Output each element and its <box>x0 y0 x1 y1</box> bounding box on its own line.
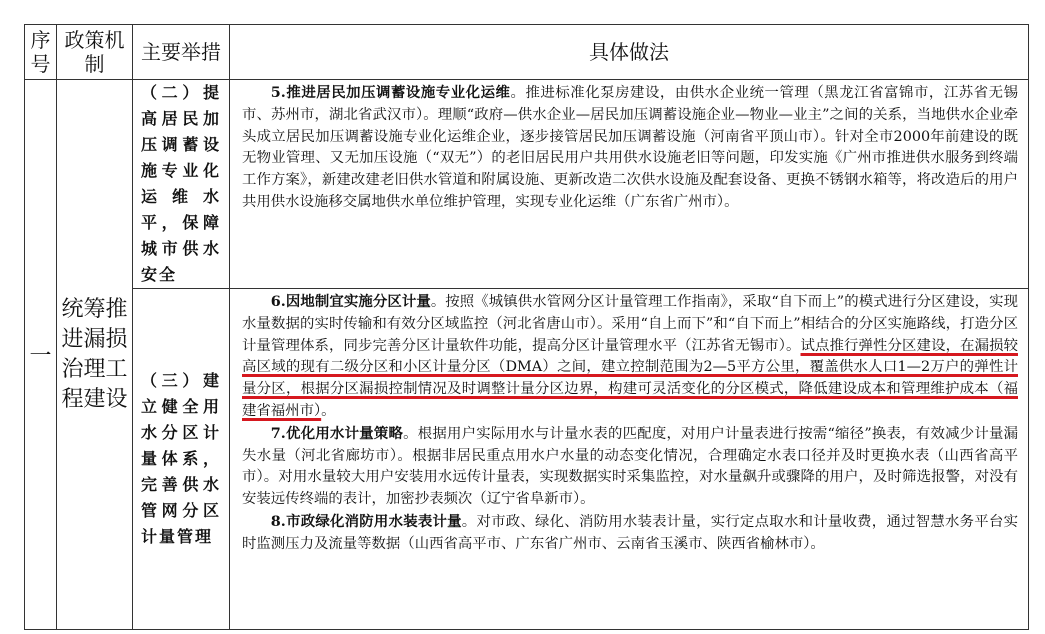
item-6-body: 。按照《城镇供水管网分区计量管理工作指南》，采取“自下而上”的模式进行分区建设，实现水量数据的实时传输和有效分区域监控（河北省唐山市）。采用“自上而下”和“自下而上”相结合的分区实施路线，打造分区计量管理体系，同步完善分区计量软件功能，提高分区计量管理水平（江苏省无锡市）。 <box>242 294 1018 354</box>
table-row <box>25 80 1029 289</box>
row-index: 一 <box>25 80 57 630</box>
item-7 <box>242 423 1018 511</box>
header-policy: 政策机制 <box>57 25 133 80</box>
header-index: 序号 <box>25 25 57 80</box>
item-6-title: 6.因地制宜实施分区计量 <box>270 293 431 310</box>
measure-2-detail <box>230 80 1029 289</box>
item-6-highlight: 试点推行弹性分区建设，在漏损较高区域的现有二级分区和小区计量分区（DMA）之间，建立控制范围为2—5平方公里，覆盖供水人口1—2万户的弹性计量分区，根据分区漏损控制情况及时调整计量分区边界，构建可灵活变化的分区模式，降低建设成本和管理维护成本（福建省福州市） <box>242 337 1018 419</box>
measure-3-label: （三）建立健全用水分区计量体系，完善供水管网分区计量管理 <box>133 289 230 630</box>
item-6: 6.因地制宜实施分区计量。按照《城镇供水管网分区计量管理工作指南》，采取“自下而上”的模式进行分区建设，实现水量数据的实时传输和有效分区域监控（河北省唐山市）。采用“自上而下”和“自下而上”相结合的分区实施路线，打造分区计量管理体系，同步完善分区计量软件功能，提高分区计量管理水平（江苏省无锡市）。试点推行弹性分区建设，在漏损较高区域的现有二级分区和小区计量分区（DMA）之间，建立控制范围为2—5平方公里，覆盖供水人口1—2万户的弹性计量分区，根据分区漏损控制情况及时调整计量分区边界，构建可灵活变化的分区模式，降低建设成本和管理维护成本（福建省福州市）。 <box>242 293 1018 419</box>
header-measure: 主要举措 <box>133 25 230 80</box>
measure-3-detail <box>230 289 1029 630</box>
item-8 <box>242 511 1018 556</box>
table-row <box>25 289 1029 630</box>
item-5-body: 。推进标准化泵房建设，由供水企业统一管理（黑龙江省富锦市，江苏省无锡市、苏州市，湖北省武汉市）。理顺“政府—供水企业—居民加压调蓄设施企业—物业—业主”之间的关系，当地供水企业牵头成立居民加压调蓄设施专业化运维企业，逐步接管居民加压调蓄设施（河南省平顶山市）。针对全市2000年前建设的既无物业管理、又无加压设施（“双无”）的老旧居民用户共用供水设施老旧等问题，印发实施《广州市推进供水服务到终端工作方案》，新建改建老旧供水管道和附属设施、更新改造二次供水设施及配套设备、更换不锈钢水箱等，将改造后的用户共用供水设施移交属地供水单位维护管理，实现专业化运维（广东省广州市）。 <box>242 85 1018 210</box>
item-7-body: 。根据用户实际用水与计量水表的匹配度，对用户计量表进行按需“缩径”换表，有效减少计量漏失水量（河北省廊坊市）。根据非居民重点用水户水量的动态变化情况，合理确定水表口径并及时更换水表（山西省高平市）。对用水量较大用户安装用水远传计量表，实现数据实时采集监控，对水量飙升或骤降的用户，及时筛选报警，对没有安装远传终端的表计，加密抄表频次（辽宁省阜新市）。 <box>242 425 1018 508</box>
item-7-title: 7.优化用水计量策略 <box>270 424 404 442</box>
item-5 <box>242 82 1018 214</box>
header-detail: 具体做法 <box>230 25 1029 80</box>
policy-table <box>24 24 1029 630</box>
measure-2-label: （二）提高居民加压调蓄设施专业化运维水平，保障城市供水安全 <box>133 80 230 289</box>
header-row <box>25 25 1029 80</box>
item-8-title: 8.市政绿化消防用水装表计量 <box>270 512 462 530</box>
row-policy: 统筹推进漏损治理工程建设 <box>57 80 133 630</box>
item-5-title: 5.推进居民加压调蓄设施专业化运维 <box>270 84 511 101</box>
item-8-body: 。对市政、绿化、消防用水装表计量，实行定点取水和计量收费，通过智慧水务平台实时监测压力及流量等数据（山西省高平市、广东省广州市、云南省玉溪市、陕西省榆林市）。 <box>242 513 1018 552</box>
